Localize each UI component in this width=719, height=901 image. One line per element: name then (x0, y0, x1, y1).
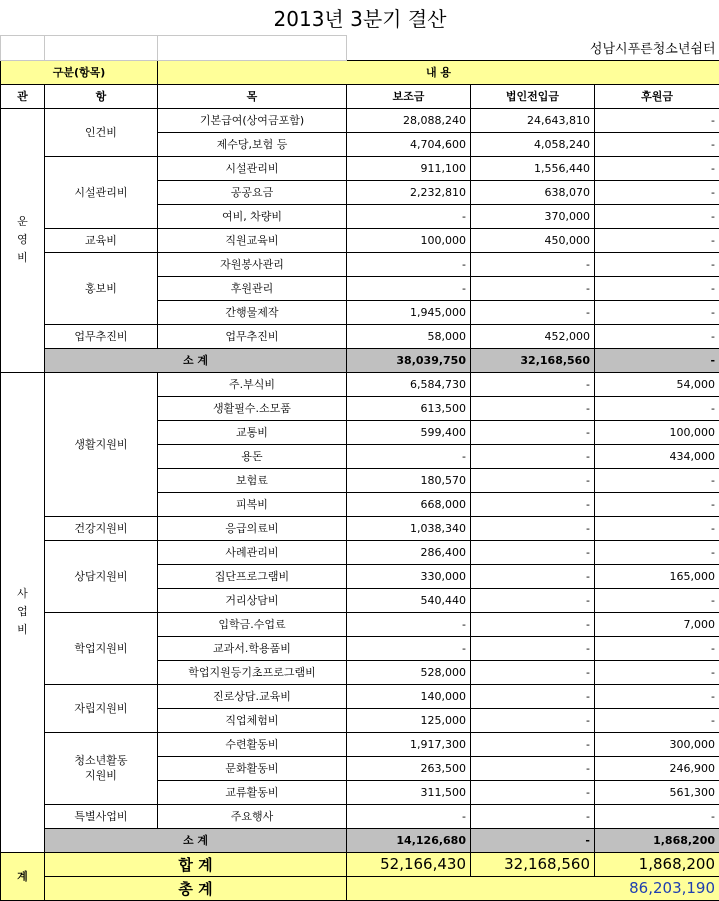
corporate-value: - (471, 588, 595, 612)
mok-cell: 응급의료비 (158, 516, 347, 540)
table-row (1, 228, 719, 252)
corporate-value: - (471, 612, 595, 636)
table-row (1, 732, 719, 756)
donation-value: - (595, 156, 719, 180)
donation-value: - (595, 276, 719, 300)
subsidy-value: 140,000 (347, 684, 471, 708)
corporate-value: 450,000 (471, 228, 595, 252)
corporate-value: - (471, 684, 595, 708)
grand-total-value: 86,203,190 (347, 876, 719, 900)
donation-value: - (595, 468, 719, 492)
table-row (1, 540, 719, 564)
subsidy-value: 1,917,300 (347, 732, 471, 756)
gwan-cell: 운 영 비 (1, 108, 45, 372)
corporate-value: 4,058,240 (471, 132, 595, 156)
corporate-value: - (471, 468, 595, 492)
hang-cell: 상담지원비 (45, 540, 158, 612)
mok-cell: 집단프로그램비 (158, 564, 347, 588)
mok-cell: 학업지원등기초프로그램비 (158, 660, 347, 684)
corporate-value: - (471, 372, 595, 396)
corporate-value: - (471, 396, 595, 420)
mok-cell: 용돈 (158, 444, 347, 468)
donation-value: 54,000 (595, 372, 719, 396)
subtotal-row (1, 348, 719, 372)
corporate-value: - (471, 492, 595, 516)
hang-cell: 특별사업비 (45, 804, 158, 828)
donation-value: 561,300 (595, 780, 719, 804)
subsidy-value: - (347, 636, 471, 660)
donation-value: 100,000 (595, 420, 719, 444)
corporate-value: - (471, 780, 595, 804)
sum-subsidy: 52,166,430 (347, 852, 471, 876)
mok-cell: 공공요금 (158, 180, 347, 204)
hang-cell: 시설관리비 (45, 156, 158, 228)
col-donation-header: 후원금 (595, 84, 719, 108)
donation-value: - (595, 396, 719, 420)
subsidy-value: 2,232,810 (347, 180, 471, 204)
subtotal-label: 소 계 (45, 348, 347, 372)
donation-value: - (595, 492, 719, 516)
hang-cell: 홍보비 (45, 252, 158, 324)
donation-value: 300,000 (595, 732, 719, 756)
mok-cell: 제수당,보험 등 (158, 132, 347, 156)
hang-cell: 학업지원비 (45, 612, 158, 684)
mok-cell: 교통비 (158, 420, 347, 444)
mok-cell: 문화활동비 (158, 756, 347, 780)
corporate-value: - (471, 564, 595, 588)
corporate-value: - (471, 516, 595, 540)
corporate-value: 370,000 (471, 204, 595, 228)
subsidy-value: - (347, 444, 471, 468)
donation-value: - (595, 108, 719, 132)
mok-cell: 교류활동비 (158, 780, 347, 804)
subsidy-value: 613,500 (347, 396, 471, 420)
subtotal-corporate: 32,168,560 (471, 348, 595, 372)
mok-cell: 입학금.수업료 (158, 612, 347, 636)
hang-cell: 인건비 (45, 108, 158, 156)
hang-cell: 자립지원비 (45, 684, 158, 732)
subsidy-value: - (347, 252, 471, 276)
subsidy-value: 311,500 (347, 780, 471, 804)
corporate-value: - (471, 660, 595, 684)
table-row (1, 156, 719, 180)
col-subsidy-header: 보조금 (347, 84, 471, 108)
donation-value: - (595, 588, 719, 612)
subsidy-value: 1,038,340 (347, 516, 471, 540)
subtotal-row (1, 828, 719, 852)
subtotal-subsidy: 38,039,750 (347, 348, 471, 372)
corporate-value: - (471, 540, 595, 564)
mok-cell: 생활필수.소모품 (158, 396, 347, 420)
col-corporate-header: 법인전입금 (471, 84, 595, 108)
mok-cell: 업무추진비 (158, 324, 347, 348)
donation-value: - (595, 132, 719, 156)
corporate-value: - (471, 804, 595, 828)
subsidy-value: 4,704,600 (347, 132, 471, 156)
corporate-value: - (471, 708, 595, 732)
mok-cell: 후원관리 (158, 276, 347, 300)
corporate-value: 638,070 (471, 180, 595, 204)
sum-row (1, 852, 719, 876)
subtotal-donation: 1,868,200 (595, 828, 719, 852)
hang-cell: 청소년활동 지원비 (45, 732, 158, 804)
mok-cell: 직업체험비 (158, 708, 347, 732)
subsidy-value: 668,000 (347, 492, 471, 516)
corporate-value: - (471, 444, 595, 468)
grand-total-row (1, 876, 719, 900)
subsidy-value: 286,400 (347, 540, 471, 564)
table-row (1, 612, 719, 636)
mok-cell: 피복비 (158, 492, 347, 516)
mok-cell: 직원교육비 (158, 228, 347, 252)
mok-cell: 시설관리비 (158, 156, 347, 180)
donation-value: - (595, 708, 719, 732)
subsidy-value: - (347, 204, 471, 228)
corporate-value: 24,643,810 (471, 108, 595, 132)
total-gwan: 계 (1, 852, 45, 900)
subsidy-value: 330,000 (347, 564, 471, 588)
donation-value: - (595, 516, 719, 540)
table-row (1, 324, 719, 348)
subsidy-value: 540,440 (347, 588, 471, 612)
subsidy-value: - (347, 612, 471, 636)
mok-cell: 주요행사 (158, 804, 347, 828)
donation-value: - (595, 300, 719, 324)
donation-value: 165,000 (595, 564, 719, 588)
hang-cell: 교육비 (45, 228, 158, 252)
corporate-value: - (471, 420, 595, 444)
donation-value: - (595, 228, 719, 252)
donation-value: - (595, 804, 719, 828)
subsidy-value: 125,000 (347, 708, 471, 732)
mok-cell: 주.부식비 (158, 372, 347, 396)
corporate-value: - (471, 756, 595, 780)
gwan-cell: 사 업 비 (1, 372, 45, 852)
subsidy-value: 58,000 (347, 324, 471, 348)
table-row (1, 804, 719, 828)
mok-cell: 교과서.학용품비 (158, 636, 347, 660)
subsidy-value: 911,100 (347, 156, 471, 180)
corporate-value: 452,000 (471, 324, 595, 348)
mok-cell: 사례관리비 (158, 540, 347, 564)
subsidy-value: 180,570 (347, 468, 471, 492)
donation-value: - (595, 180, 719, 204)
subsidy-value: 599,400 (347, 420, 471, 444)
donation-value: 246,900 (595, 756, 719, 780)
hang-cell: 업무추진비 (45, 324, 158, 348)
grand-total-label: 총 계 (45, 876, 347, 900)
subtotal-subsidy: 14,126,680 (347, 828, 471, 852)
sum-label: 합 계 (45, 852, 347, 876)
table-row (1, 108, 719, 132)
mok-cell: 기본급여(상여금포함) (158, 108, 347, 132)
hang-cell: 생활지원비 (45, 372, 158, 516)
donation-value: 7,000 (595, 612, 719, 636)
hang-cell: 건강지원비 (45, 516, 158, 540)
subtotal-donation: - (595, 348, 719, 372)
subsidy-value: 1,945,000 (347, 300, 471, 324)
table-row (1, 684, 719, 708)
mok-cell: 거리상담비 (158, 588, 347, 612)
mok-cell: 진로상담.교육비 (158, 684, 347, 708)
table-row (1, 516, 719, 540)
table-row (1, 252, 719, 276)
corporate-value: - (471, 276, 595, 300)
donation-value: - (595, 252, 719, 276)
subsidy-value: - (347, 276, 471, 300)
sum-corporate: 32,168,560 (471, 852, 595, 876)
table-row (1, 372, 719, 396)
mok-cell: 여비, 차량비 (158, 204, 347, 228)
corporate-value: - (471, 636, 595, 660)
donation-value: - (595, 324, 719, 348)
donation-value: - (595, 636, 719, 660)
donation-value: - (595, 684, 719, 708)
subtotal-corporate: - (471, 828, 595, 852)
corporate-value: 1,556,440 (471, 156, 595, 180)
corporate-value: - (471, 732, 595, 756)
col-hang-header: 항 (45, 84, 158, 108)
subsidy-value: 6,584,730 (347, 372, 471, 396)
subsidy-value: - (347, 804, 471, 828)
subsidy-value: 28,088,240 (347, 108, 471, 132)
content-header: 내 용 (158, 60, 719, 84)
mok-cell: 수련활동비 (158, 732, 347, 756)
corporate-value: - (471, 300, 595, 324)
subsidy-value: 528,000 (347, 660, 471, 684)
donation-value: - (595, 204, 719, 228)
page-title: 2013년 3분기 결산 (1, 0, 719, 35)
org-name: 성남시푸른청소년쉼터 (347, 35, 719, 60)
donation-value: 434,000 (595, 444, 719, 468)
subsidy-value: 100,000 (347, 228, 471, 252)
subsidy-value: 263,500 (347, 756, 471, 780)
corporate-value: - (471, 252, 595, 276)
mok-cell: 간행물제작 (158, 300, 347, 324)
col-gwan-header: 관 (1, 84, 45, 108)
mok-cell: 보험료 (158, 468, 347, 492)
mok-cell: 자원봉사관리 (158, 252, 347, 276)
sum-donation: 1,868,200 (595, 852, 719, 876)
category-header: 구분(항목) (1, 60, 158, 84)
donation-value: - (595, 540, 719, 564)
col-mok-header: 목 (158, 84, 347, 108)
donation-value: - (595, 660, 719, 684)
subtotal-label: 소 계 (45, 828, 347, 852)
